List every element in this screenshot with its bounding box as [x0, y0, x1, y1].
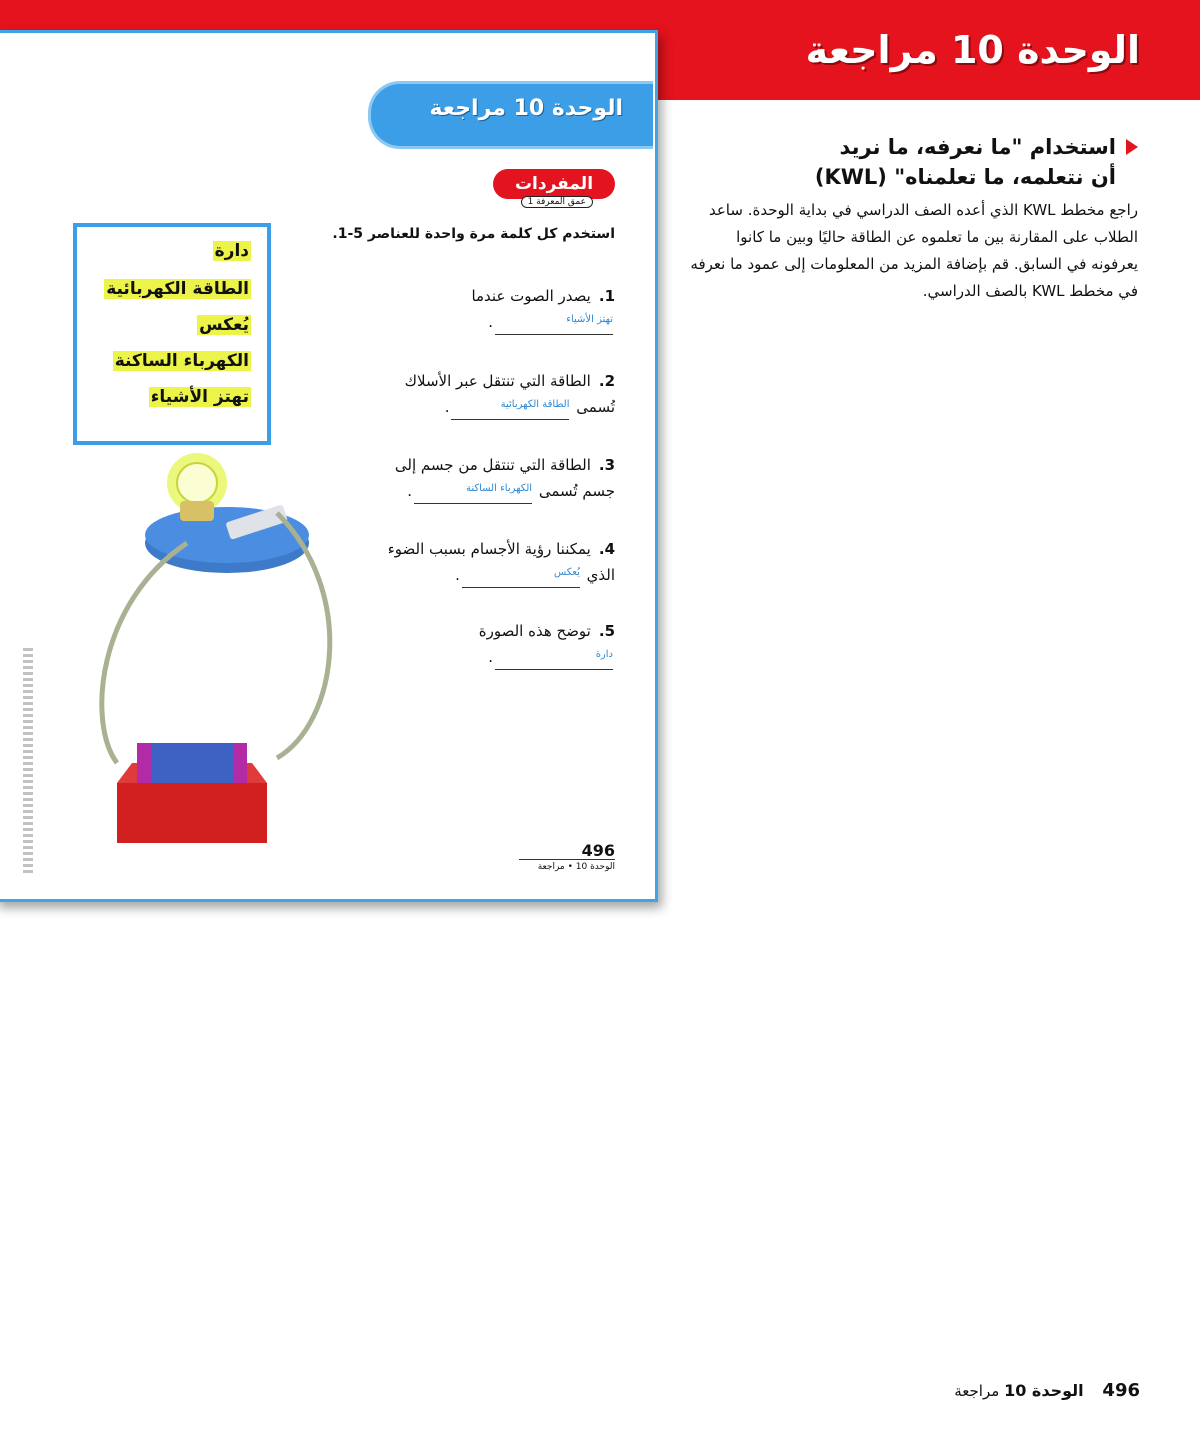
- answer-blank[interactable]: [495, 649, 613, 670]
- dok-label: عمق المعرفة 1: [521, 196, 593, 208]
- question-text: توضح هذه الصورة: [478, 622, 591, 640]
- page-number: 496: [1102, 1380, 1140, 1401]
- answer-text: الكهرباء الساكنة: [465, 483, 533, 494]
- page-footer: [954, 1380, 1140, 1401]
- wire-left: [102, 543, 187, 763]
- question-end: .: [407, 482, 413, 500]
- question-item: [375, 452, 615, 504]
- question-text: يمكننا رؤية الأجسام بسبب الضوء الذي: [387, 540, 615, 584]
- question-item: [375, 368, 615, 420]
- kwl-heading-text: استخدام "ما نعرفه، ما نريد أن نتعلمه، ما تعلمناه" (KWL): [814, 135, 1116, 189]
- vocabulary-label: المفردات: [493, 169, 615, 199]
- footer-label: مراجعة: [954, 1382, 1000, 1400]
- question-item: [375, 283, 615, 335]
- kwl-heading: [808, 132, 1138, 192]
- footer-unit: الوحدة 10: [1004, 1381, 1084, 1400]
- answer-text: تهتز الأشياء: [566, 314, 613, 325]
- answer-blank[interactable]: [462, 567, 580, 588]
- question-end: .: [488, 313, 493, 331]
- word-bank-item: تهتز الأشياء: [150, 387, 249, 407]
- divider: [519, 859, 615, 860]
- answer-text: دارة: [595, 649, 613, 660]
- unit-tab: [368, 81, 653, 149]
- question-number: 4.: [598, 540, 615, 558]
- answer-text: الطاقة الكهربائية: [500, 399, 570, 410]
- question-number: 5.: [598, 622, 615, 640]
- bulb-socket: [180, 501, 214, 521]
- question-text: الطاقة التي تنتقل من جسم إلى جسم تُسمى: [394, 456, 615, 500]
- question-end: .: [488, 648, 493, 666]
- question-number: 2.: [598, 372, 615, 390]
- bulb: [177, 463, 217, 503]
- battery-band: [233, 743, 247, 783]
- kwl-body: راجع مخطط KWL الذي أعده الصف الدراسي في بداية الوحدة. ساعد الطلاب على المقارنة بين ما تعلموه عن الطاقة حاليًا وبين ما كانوا يعرفونه في السابق. قم بإضافة المزيد من المعلومات إلى عمود ما نعرفه في مخطط KWL بالصف الدراسي.: [690, 201, 1138, 300]
- page-title: الوحدة 10 مراجعة: [805, 28, 1140, 72]
- question-item: [375, 536, 615, 588]
- battery-box: [117, 783, 267, 843]
- inner-page-number: 496: [581, 841, 615, 860]
- word-bank-item: يُعكس: [199, 315, 249, 335]
- question-item: [375, 618, 615, 670]
- answer-blank[interactable]: [451, 399, 569, 420]
- answer-blank[interactable]: [414, 483, 532, 504]
- answer-text: يُعكس: [553, 567, 580, 578]
- instruction-text: استخدم كل كلمة مرة واحدة للعناصر 5-1.: [332, 226, 615, 242]
- circuit-illustration: [77, 443, 337, 853]
- question-end: .: [455, 566, 460, 584]
- answer-blank[interactable]: [495, 314, 613, 335]
- unit-tab-label: الوحدة 10 مراجعة: [429, 96, 623, 121]
- question-text: الطاقة التي تنتقل عبر الأسلاك تُسمى: [404, 372, 615, 416]
- question-number: 3.: [598, 456, 615, 474]
- word-bank-item: الطاقة الكهربائية: [106, 279, 249, 299]
- question-end: .: [444, 398, 450, 416]
- copyright-strip: [23, 648, 33, 873]
- inner-footer: الوحدة 10 • مراجعة: [537, 862, 615, 872]
- word-bank: [73, 223, 271, 445]
- question-number: 1.: [598, 287, 615, 305]
- student-page-thumbnail: [0, 30, 658, 902]
- word-bank-item: الكهرباء الساكنة: [114, 351, 249, 371]
- question-text: يصدر الصوت عندما: [471, 287, 591, 305]
- battery-band: [137, 743, 151, 783]
- battery: [137, 743, 247, 783]
- word-bank-item: دارة: [214, 241, 249, 261]
